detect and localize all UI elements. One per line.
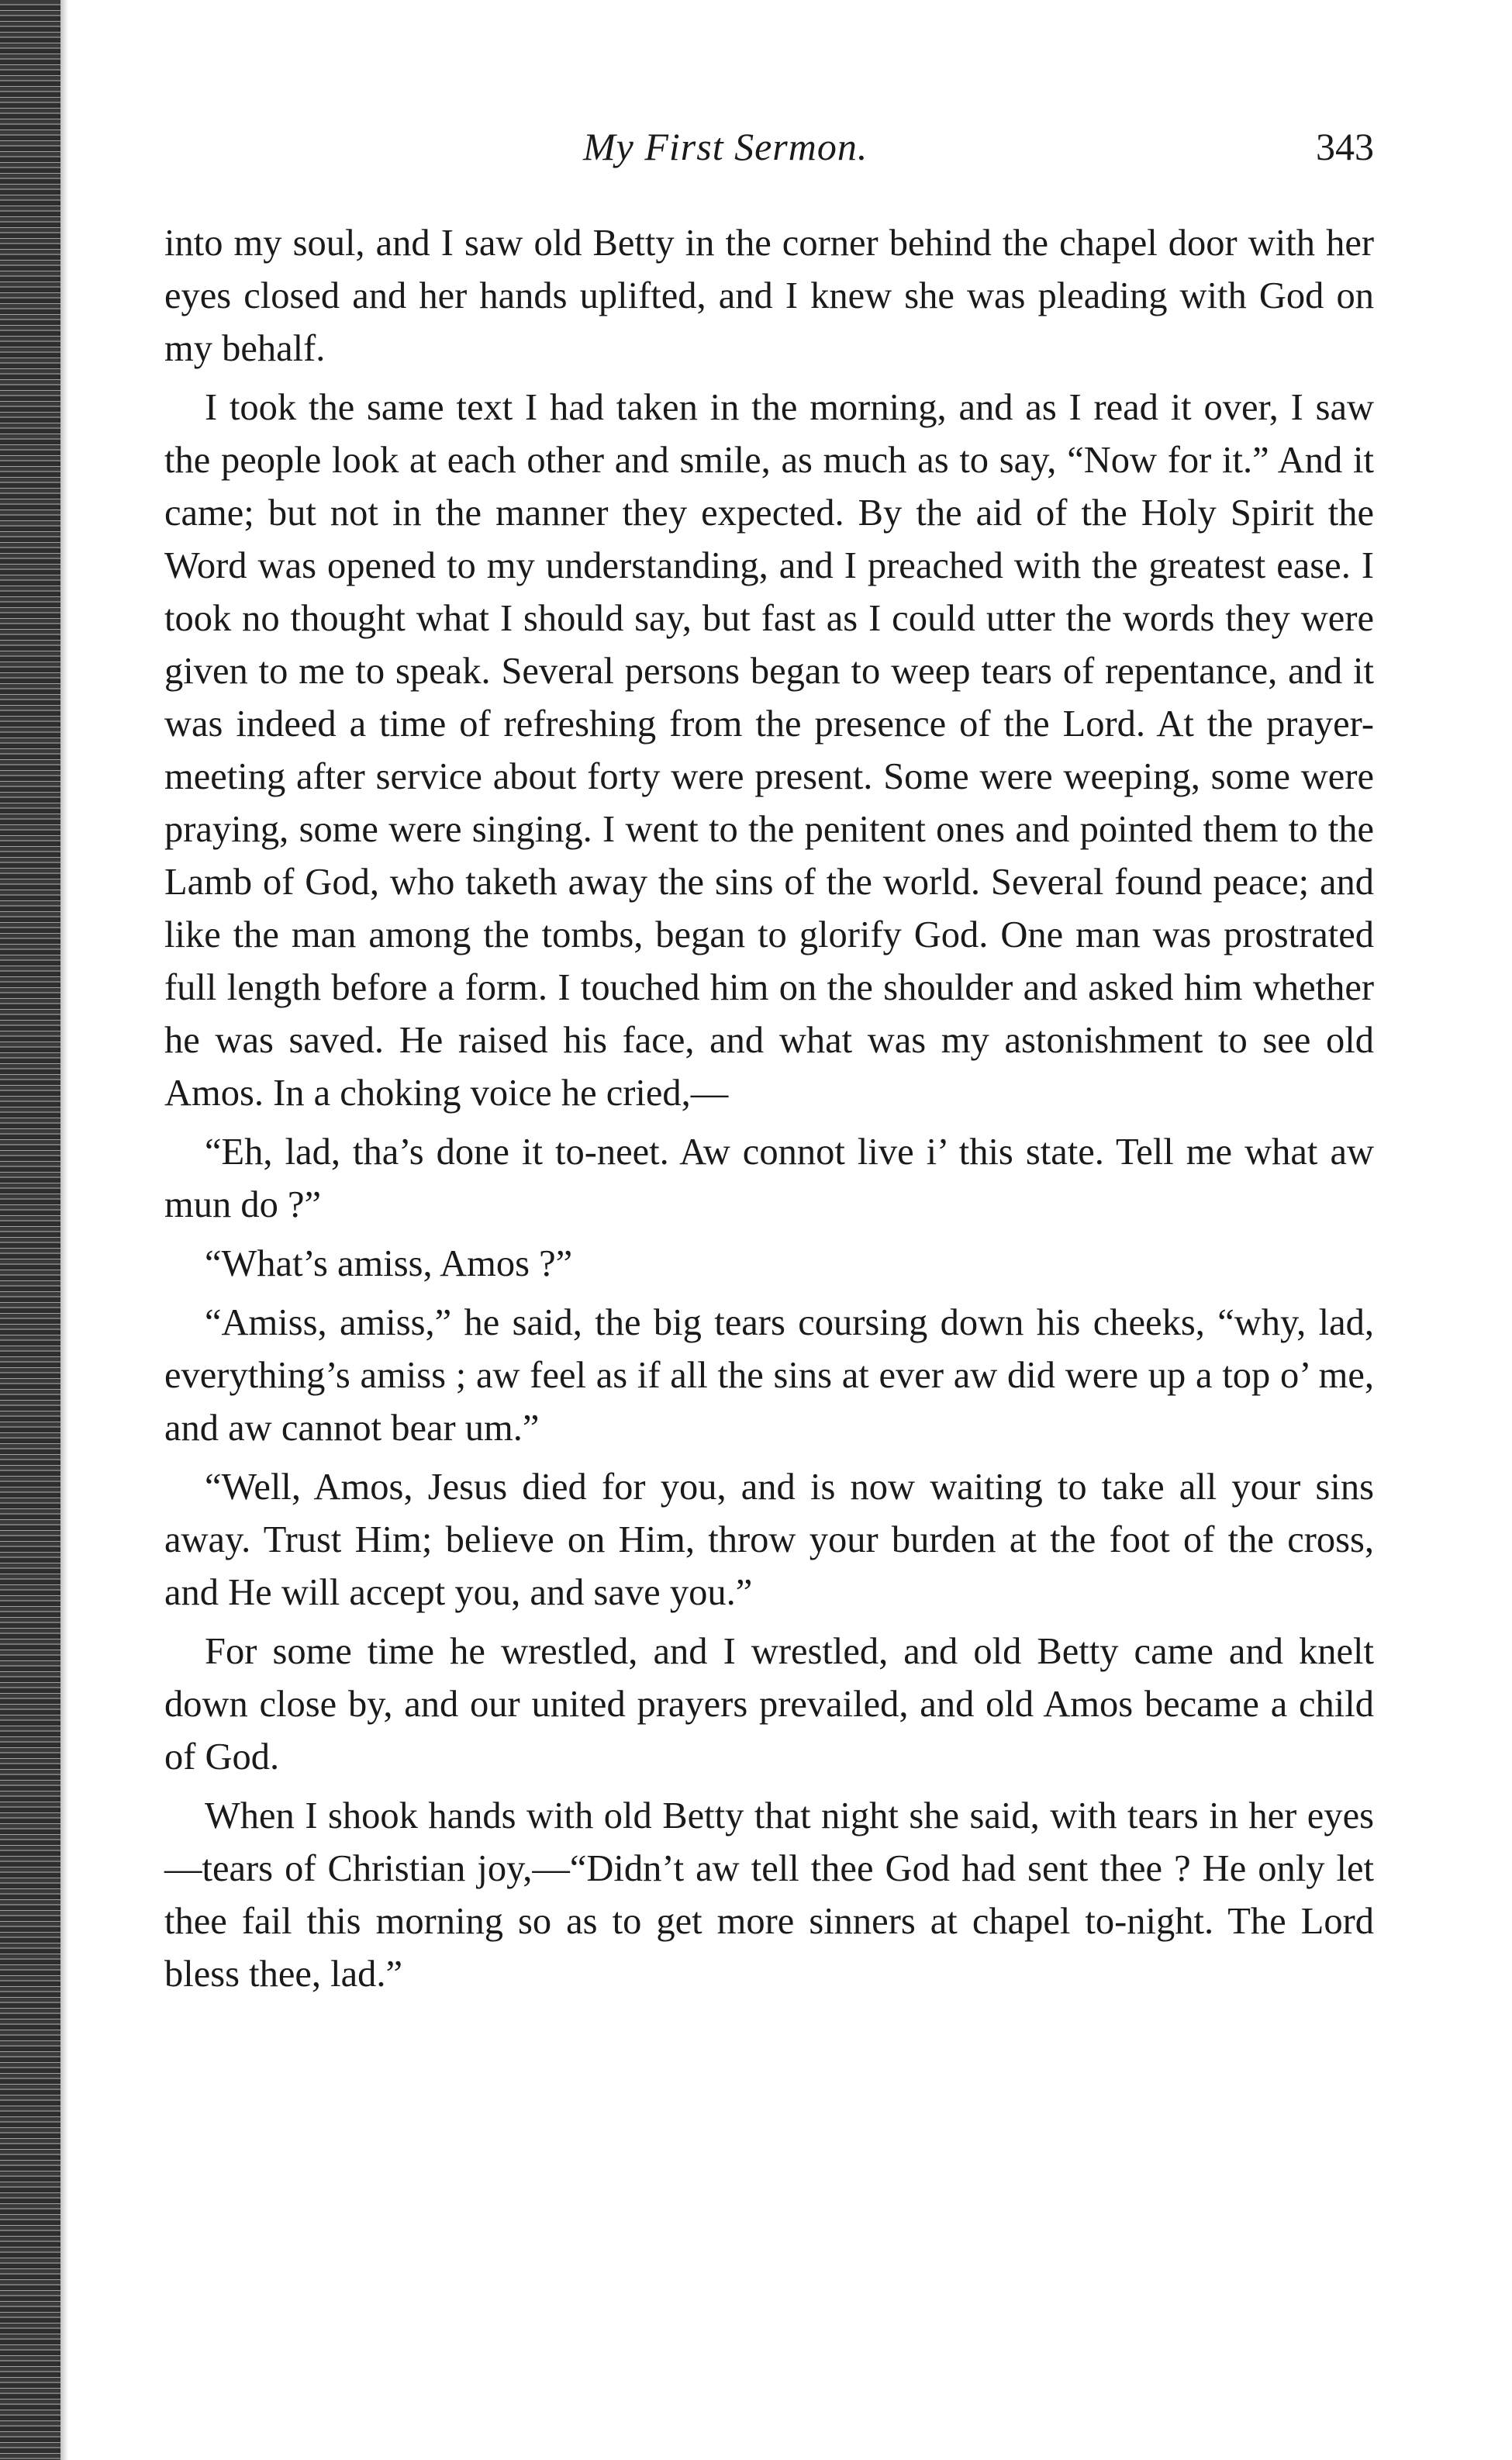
book-page [164, 124, 1374, 2007]
paragraph: For some time he wrestled, and I wrestled, and old Betty came and knelt down close by, and our united prayers prevailed, and old Amos became a child of God. [164, 1631, 1374, 1778]
paragraph: “Amiss, amiss,” he said, the big tears coursing down his cheeks, “why, lad, everything’s amiss ; aw feel as if all the sins at ever aw did were up a top o’ me, and aw cannot bear um.” [164, 1302, 1374, 1449]
paragraph: “Well, Amos, Jesus died for you, and is now waiting to take all your sins away. Trust Him; believe on Him, throw your burden at the foot of the cross, and He will accept you, and save you.” [164, 1467, 1374, 1613]
page-number: 343 [1316, 125, 1374, 168]
paragraph: When I shook hands with old Betty that night she said, with tears in her eyes—tears of Christian joy,—“Didn’t aw tell thee God had sent thee ? He only let thee fail this morning so as to get more sinners at chapel to-night. The Lord bless thee, lad.” [164, 1795, 1374, 1995]
page-header [164, 124, 1374, 186]
paragraph: “What’s amiss, Amos ?” [205, 1243, 573, 1284]
paragraph: I took the same text I had taken in the morning, and as I read it over, I saw the people look at each other and smile, as much as to say, “Now for it.” And it came; but not in the manner they expected. By the aid of the Holy Spirit the Word was opened to my understanding, and I preached with the greatest ease. I took no thought what I should say, but fast as I could utter the words they were given to me to speak. Several persons began to weep tears of repentance, and it was indeed a time of refreshing from the presence of the Lord. At the prayer-meeting after service about forty were present. Some were weeping, some were praying, some were singing. I went to the penitent ones and pointed them to the Lamb of God, who taketh away the sins of the world. Several found peace; and like the man among the tombs, began to glorify God. One man was prostrated full length before a form. I touched him on the shoulder and asked him whether he was saved. He raised his face, and what was my astonishment to see old Amos. In a choking voice he cried,— [164, 387, 1374, 1114]
book-spine-edge [0, 0, 60, 2460]
body-text [164, 217, 1374, 2001]
paragraph: into my soul, and I saw old Betty in the corner behind the chapel door with her eyes closed and her hands uplifted, and I knew she was pleading with God on my behalf. [164, 223, 1374, 369]
paragraph: “Eh, lad, tha’s done it to-neet. Aw connot live i’ this state. Tell me what aw mun do ?” [164, 1132, 1374, 1225]
running-title: My First Sermon. [583, 125, 868, 168]
